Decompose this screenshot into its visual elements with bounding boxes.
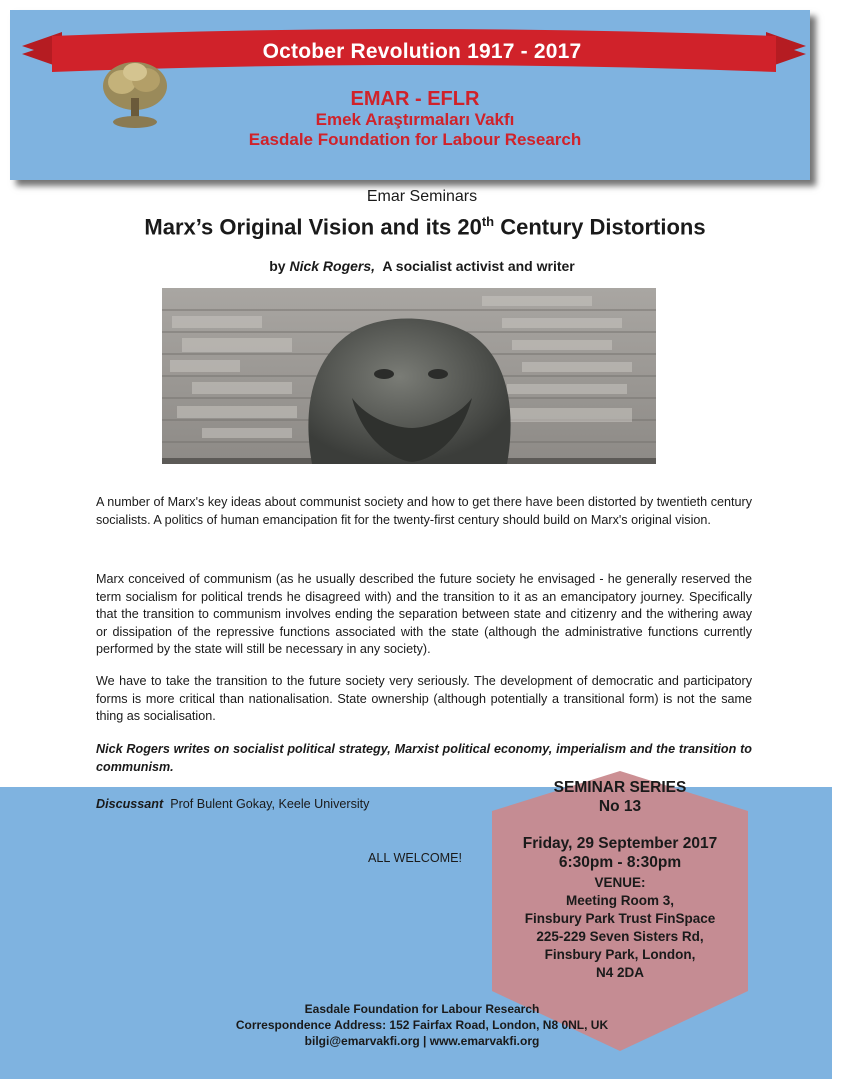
venue-line: Finsbury Park Trust FinSpace <box>524 911 716 926</box>
venue-line: Meeting Room 3, <box>565 893 674 908</box>
speaker-bio: Nick Rogers writes on socialist political strategy, Marxist political economy, imperialism and the transition to communism. <box>96 742 752 774</box>
venue-line: Finsbury Park, London, <box>544 947 696 962</box>
seminar-date: Friday, 29 September 2017 <box>522 835 718 852</box>
venue-label: VENUE: <box>594 875 646 890</box>
venue-line: 225-229 Seven Sisters Rd, <box>536 929 704 944</box>
seminar-number: No 13 <box>598 798 642 815</box>
seminar-time: 6:30pm - 8:30pm <box>558 854 682 871</box>
speaker-name: Nick Rogers, <box>289 258 376 274</box>
event-title: Marx’s Original Vision and its 20th Century Distortions <box>144 214 706 240</box>
seminar-details <box>492 778 748 982</box>
footer <box>0 1001 844 1049</box>
seminar-series-label: SEMINAR SERIES <box>553 779 687 796</box>
footer-address: Correspondence Address: 152 Fairfax Road, London, N8 0NL, UK <box>235 1018 609 1032</box>
footer-contact[interactable]: bilgi@emarvakfi.org | www.emarvakfi.org <box>304 1034 540 1048</box>
paragraph-transition: We have to take the transition to the future society very seriously. The development of democratic and participatory forms is more critical than nationalisation. State ownership (although potentially a transitional form) is not the same thing as socialisation. <box>96 674 752 723</box>
org-short-name: EMAR - EFLR <box>350 88 480 110</box>
marx-monument-photo <box>162 288 656 464</box>
tree-logo <box>100 58 170 130</box>
paragraph-intro: A number of Marx's key ideas about communist society and how to get there have been distorted by twentieth century socialists. A politics of human emancipation fit for the twenty-first century should build on Marx's original vision. <box>96 495 752 527</box>
discussant: Discussant Prof Bulent Gokay, Keele University <box>96 797 370 811</box>
org-english-name: Easdale Foundation for Labour Research <box>248 130 582 149</box>
venue-line: N4 2DA <box>595 965 644 980</box>
series-label: Emar Seminars <box>366 188 478 205</box>
all-welcome: ALL WELCOME! <box>368 851 463 865</box>
byline: by Nick Rogers, A socialist activist and writer <box>269 258 575 274</box>
footer-org: Easdale Foundation for Labour Research <box>304 1002 540 1016</box>
paragraph-communism: Marx conceived of communism (as he usually described the future society he envisaged - he generally reserved the term socialism for political trends he disagreed with) and the transition to it as an emancipatory journey. Specifically that the transition to communism involves ending the separation between state and citizenry and the withering away or dissipation of the repressive functions associated with the state (although the administrative functions currently performed by the state will still be necessary in any society). <box>96 572 752 656</box>
org-turkish-name: Emek Araştırmaları Vakfı <box>315 110 515 129</box>
banner-title: October Revolution 1917 - 2017 <box>262 40 582 63</box>
